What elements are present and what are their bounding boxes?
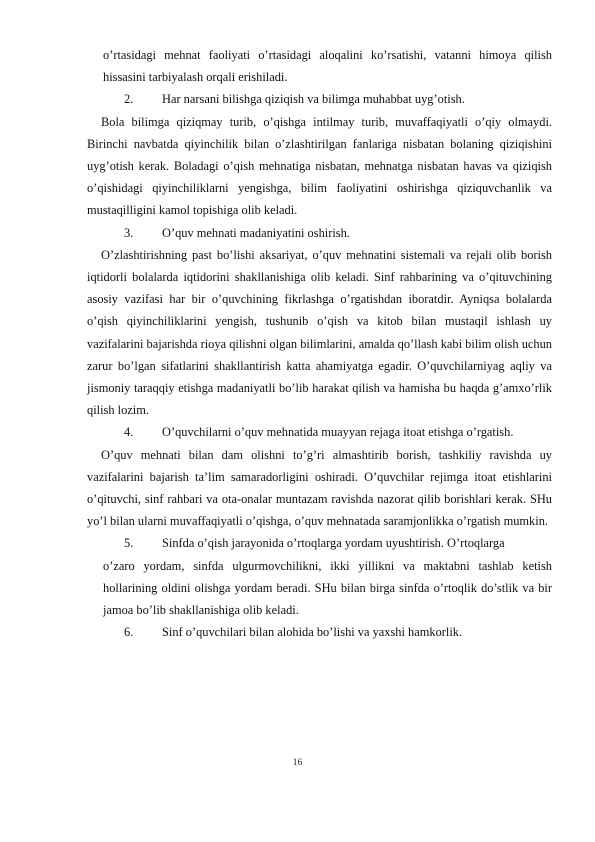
list-item-number: 5. [124,536,134,551]
list-item-text: O’quv mehnati madaniyatini oshirish. [162,225,350,240]
list-item-text: Har narsani bilishga qiziqish va bilimga muhabbat uyg’otish. [162,92,465,107]
page-body [87,44,552,643]
body-paragraph: O’quv mehnati bilan dam olishni to’g’ri almashtirib borish, tashkiliy ravishda uy vazifalarini bajarish ta’lim samaradorligini oshiradi. O’quvchilar rejimga itoat etishlarini o’qituvchi, sinf rahbari va ota-onalar muntazam ravishda nazorat qilib borishlari kerak. SHu yo’l bilan ularni muvaffaqiyatli o’qishga, o’quv mehnatada saramjonlikka o’rgatish mumkin. [87,447,552,529]
list-item-number: 6. [124,625,134,640]
list-item-text: Sinfda o’qish jarayonida o’rtoqlarga yordam uyushtirish. O’rtoqlarga [162,536,505,551]
list-item-text: O’quvchilarni o’quv mehnatida muayyan rejaga itoat etishga o’rgatish. [162,425,514,440]
page-number: 16 [292,758,303,768]
list-item-number: 3. [124,225,134,240]
list-item-number: 2. [124,92,134,107]
list-item-5 [87,532,552,554]
continuation-paragraph: o’rtasidagi mehnat faoliyati o’rtasidagi aloqalini ko’rsatishi, vatanni himoya qilish hissasini tarbiyalash orqali erishiladi. [103,48,552,85]
body-paragraph: Bola bilimga qiziqmay turib, o’qishga intilmay turib, muvaffaqiyatli o’qiy olmaydi. Birinchi navbatda qiyinchilik bilan o’zlashtirilgan fanlariga nisbatan bolaning qiziqishini uyg’otish kerak. Boladagi o’qish mehnatiga nisbatan, mehnatga nisbatan havas va qiziqish o’qishidagi qiyinchiliklarni yengishga, bilim faoliyatini oshirishga qiziquvchanlik va mustaqilligini kamol topishiga olib keladi. [87,114,552,218]
body-paragraph: O’zlashtirishning past bo’lishi aksariyat, o’quv mehnatini sistemali va rejali olib borish iqtidorli bolalarda iqtidorini shakllanishiga olib keladi. Sinf rahbarining va o’qituvchining asosiy vazifasi har bir o’quvchining fikrlashga o’rgatishdan iboratdir. Ayniqsa bolalarda o’qish qiyinchiliklarini yengish, tushunib o’qish va kitob bilan mustaqil ishlash uy vazifalarini bajarishda rioya qilishni olgan bilimlarini, amalda qo’llash kabi bilim olish uchun zarur bo’lgan sifatlarini shakllantirish katta ahamiyatga egadir. O’quvchilarniyag aqliy va jismoniy taraqqiy etishga madaniyatli bo’lib harakat qilish va hamisha bu haqda g’amxo’rlik qilish lozim. [87,247,552,418]
list-item-2 [87,88,552,110]
list-item-continuation: o’zaro yordam, sinfda ulgurmovchilikni, ikki yillikni va maktabni tashlab ketish hollarining oldini olishga yordam beradi. SHu bilan birga sinfda o’rtoqlik do’stlik va bir jamoa bo’lib shakllanishiga olib keladi. [103,558,552,618]
list-item-number: 4. [124,425,134,440]
list-item-text: Sinf o’quvchilari bilan alohida bo’lishi va yaxshi hamkorlik. [162,625,463,640]
list-item-6 [87,621,552,643]
list-item-4 [87,421,552,443]
list-item-3 [87,222,552,244]
